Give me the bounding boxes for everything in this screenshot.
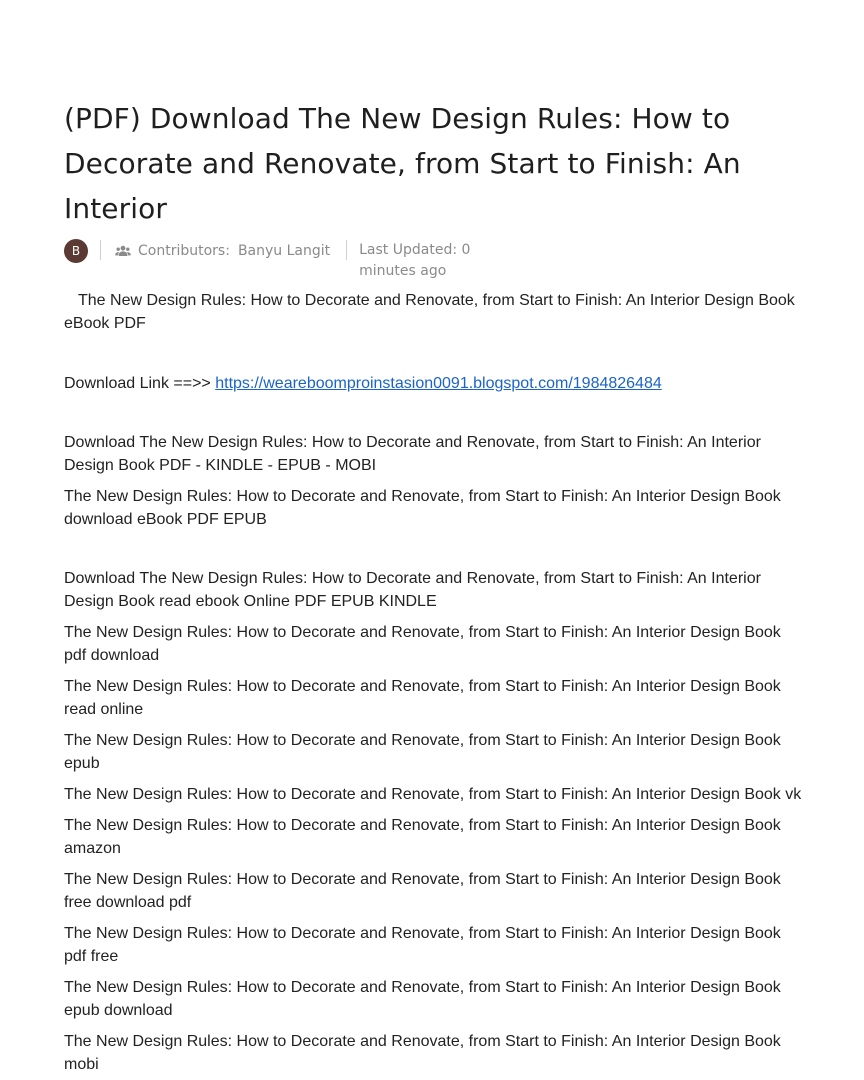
list-item: The New Design Rules: How to Decorate and Renovate, from Start to Finish: An Interior Design Book vk bbox=[64, 786, 802, 803]
list-item: The New Design Rules: How to Decorate and Renovate, from Start to Finish: An Interior Design Book read online bbox=[64, 678, 781, 718]
download-link[interactable]: https://weareboomproinstasion0091.blogspot.com/1984826484 bbox=[215, 375, 662, 392]
download-line bbox=[64, 372, 804, 395]
contributors-label: Contributors: bbox=[138, 243, 230, 259]
list-item: The New Design Rules: How to Decorate and Renovate, from Start to Finish: An Interior Design Book epub download bbox=[64, 979, 781, 1019]
users-icon bbox=[115, 245, 131, 257]
paragraph: Download The New Design Rules: How to Decorate and Renovate, from Start to Finish: An Interior Design Book read ebook Online PDF EPUB KINDLE bbox=[64, 570, 761, 610]
download-prefix: Download Link ==>> bbox=[64, 375, 216, 392]
paragraph: Download The New Design Rules: How to Decorate and Renovate, from Start to Finish: An Interior Design Book PDF - KINDLE - EPUB - MOBI bbox=[64, 434, 761, 474]
intro-paragraph: The New Design Rules: How to Decorate and Renovate, from Start to Finish: An Interior Design Book eBook PDF bbox=[64, 292, 795, 332]
list-item: The New Design Rules: How to Decorate and Renovate, from Start to Finish: An Interior Design Book epub bbox=[64, 732, 781, 772]
paragraph: The New Design Rules: How to Decorate and Renovate, from Start to Finish: An Interior Design Book download eBook PDF EPUB bbox=[64, 488, 781, 528]
meta-divider bbox=[346, 240, 347, 260]
list-item: The New Design Rules: How to Decorate and Renovate, from Start to Finish: An Interior Design Book mobi bbox=[64, 1033, 781, 1073]
contributor-name[interactable]: Banyu Langit bbox=[237, 243, 331, 259]
avatar[interactable]: B bbox=[64, 239, 88, 263]
list-item: The New Design Rules: How to Decorate and Renovate, from Start to Finish: An Interior Design Book amazon bbox=[64, 817, 781, 857]
article-body bbox=[64, 289, 804, 1076]
meta-divider bbox=[100, 240, 101, 260]
article bbox=[64, 96, 804, 1080]
contributors bbox=[115, 240, 330, 262]
list-item: The New Design Rules: How to Decorate and Renovate, from Start to Finish: An Interior Design Book pdf free bbox=[64, 925, 781, 965]
list-item: The New Design Rules: How to Decorate and Renovate, from Start to Finish: An Interior Design Book pdf download bbox=[64, 624, 781, 664]
page-title: (PDF) Download The New Design Rules: How to Decorate and Renovate, from Start to Finish: An Interior bbox=[64, 102, 741, 225]
article-meta bbox=[64, 240, 804, 282]
last-updated: Last Updated: 0 minutes ago bbox=[359, 242, 471, 279]
list-item: The New Design Rules: How to Decorate and Renovate, from Start to Finish: An Interior Design Book free download pdf bbox=[64, 871, 781, 911]
